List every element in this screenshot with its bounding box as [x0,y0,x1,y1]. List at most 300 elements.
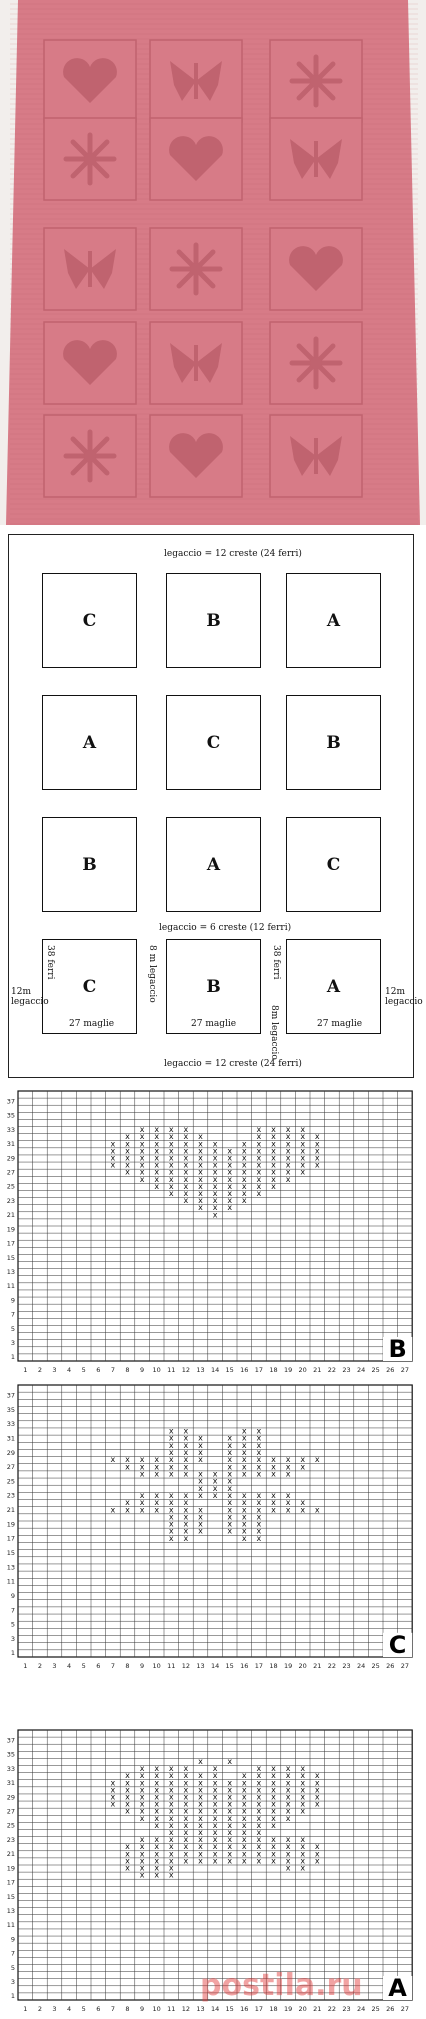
stitch-mark: x [212,1842,218,1852]
stitch-mark: x [212,1778,218,1788]
x-tick-label: 15 [225,1662,234,1670]
x-tick-label: 22 [327,1366,337,1374]
stitch-mark: x [139,1813,145,1823]
stitch-mark: x [168,1160,174,1170]
stitch-mark: x [285,1799,291,1809]
y-tick-label: 7 [10,1949,15,1958]
stitch-mark: x [198,1849,203,1859]
stitch-mark: x [256,1505,262,1515]
x-tick-label: 5 [81,1662,86,1670]
stitch-mark: x [241,1512,247,1522]
x-tick-label: 12 [181,2005,191,2013]
stitch-mark: x [168,1820,174,1830]
stitch-mark: x [271,1820,276,1830]
stitch-mark: x [183,1469,189,1479]
stitch-mark: x [198,1483,203,1493]
stitch-mark: x [154,1153,160,1163]
stitch-mark: x [271,1505,276,1515]
stitch-mark: x [125,1806,130,1816]
stitch-mark: x [300,1462,306,1472]
top-note: legaccio = 12 creste (24 ferri) [164,549,302,559]
stitch-mark: x [300,1856,306,1866]
y-tick-label: 23 [6,1491,15,1500]
stitch-mark: x [256,1160,262,1170]
x-tick-label: 23 [342,1366,351,1374]
x-tick-label: 26 [386,1662,395,1670]
stitch-mark: x [300,1125,306,1135]
butterfly-body [194,345,198,381]
stitch-mark: x [227,1203,233,1213]
y-tick-label: 35 [6,1111,15,1120]
stitch-mark: x [256,1771,262,1781]
x-tick-label: 19 [283,1662,293,1670]
stitch-mark: x [300,1160,306,1170]
square-r4c3: A [286,939,381,1034]
square-r2c1: A [42,695,137,790]
stitch-mark: x [256,1426,262,1436]
stitch-mark: x [227,1820,233,1830]
stitch-mark: x [241,1153,247,1163]
y-tick-label: 3 [10,1634,15,1643]
stitch-mark: x [198,1132,203,1142]
stitch-mark: x [227,1462,233,1472]
stitch-mark: x [227,1835,233,1845]
square-r4c2: B [166,939,261,1034]
stitch-mark: x [198,1842,203,1852]
left-note: 12m legaccio [11,987,49,1007]
stitch-mark: x [168,1189,174,1199]
stitch-mark: x [183,1498,189,1508]
stitch-mark: x [285,1835,291,1845]
stitch-mark: x [154,1771,160,1781]
x-tick-label: 10 [152,1366,161,1374]
stitch-mark: x [271,1153,276,1163]
stitch-mark: x [314,1153,320,1163]
stitch-mark: x [125,1498,130,1508]
x-tick-label: 22 [327,2005,337,2013]
stitch-mark: x [183,1533,189,1543]
stitch-mark: x [256,1806,262,1816]
stitch-mark: x [314,1842,320,1852]
x-tick-label: 22 [327,1662,337,1670]
x-tick-label: 11 [167,1366,176,1374]
stitch-mark: x [300,1778,306,1788]
stitch-mark: x [314,1856,320,1866]
stitch-mark: x [198,1526,203,1536]
stitch-mark: x [285,1462,291,1472]
y-tick-label: 23 [6,1835,15,1844]
stitch-mark: x [212,1174,218,1184]
x-tick-label: 26 [386,1366,395,1374]
y-tick-label: 35 [6,1405,15,1414]
stitch-mark: x [285,1125,291,1135]
stitch-mark: x [183,1440,189,1450]
stitch-mark: x [271,1469,276,1479]
stitch-mark: x [212,1189,218,1199]
stitch-mark: x [241,1462,247,1472]
stitch-mark: x [154,1505,160,1515]
stitch-mark: x [285,1764,291,1774]
stitch-mark: x [212,1764,218,1774]
stitch-mark: x [241,1828,247,1838]
stitch-mark: x [183,1792,189,1802]
stitch-mark: x [154,1870,160,1880]
stitch-mark: x [198,1139,203,1149]
stitch-mark: x [256,1764,262,1774]
stitch-mark: x [256,1462,262,1472]
stitch-mark: x [227,1476,233,1486]
stitch-mark: x [125,1462,130,1472]
stitch-mark: x [139,1792,145,1802]
stitch-mark: x [212,1820,218,1830]
x-tick-label: 19 [283,2005,293,2013]
stitch-mark: x [241,1167,247,1177]
stitch-mark: x [285,1856,291,1866]
x-tick-label: 6 [96,1366,101,1374]
snowflake-center [310,357,322,369]
stitch-mark: x [154,1842,160,1852]
stitch-mark: x [227,1828,233,1838]
stitch-mark: x [314,1778,320,1788]
stitch-mark: x [300,1146,306,1156]
stitch-mark: x [139,1856,145,1866]
stitch-mark: x [139,1842,145,1852]
stitch-mark: x [314,1455,320,1465]
stitch-mark: x [125,1863,130,1873]
watermark: postila.ru [200,1968,363,2003]
x-tick-label: 15 [225,1366,234,1374]
x-tick-label: 20 [298,1366,307,1374]
stitch-mark: x [125,1146,130,1156]
stitch-mark: x [183,1764,189,1774]
stitch-mark: x [198,1792,203,1802]
stitch-mark: x [183,1433,189,1443]
x-tick-label: 11 [167,2005,176,2013]
stitch-mark: x [168,1139,174,1149]
stitch-mark: x [110,1785,116,1795]
y-tick-label: 13 [6,1267,15,1276]
stitch-mark: x [300,1863,306,1873]
stitch-mark: x [227,1505,233,1515]
stitch-mark: x [241,1433,247,1443]
y-tick-label: 33 [6,1125,15,1134]
x-tick-label: 25 [371,2005,380,2013]
stitch-mark: x [285,1771,291,1781]
butterfly-body [314,438,318,474]
stitch-mark: x [183,1849,189,1859]
stitch-mark: x [271,1498,276,1508]
stitch-mark: x [212,1771,218,1781]
stitch-mark: x [139,1863,145,1873]
stitch-mark: x [198,1476,203,1486]
x-tick-label: 7 [110,2005,115,2013]
y-tick-label: 17 [6,1239,15,1248]
y-tick-label: 19 [6,1864,15,1873]
stitch-mark: x [300,1455,306,1465]
stitch-mark: x [125,1160,130,1170]
square-r2c3: B [286,695,381,790]
stitch-mark: x [256,1813,262,1823]
stitch-mark: x [168,1512,174,1522]
stitch-mark: x [168,1849,174,1859]
stitch-mark: x [154,1167,160,1177]
stitch-mark: x [154,1835,160,1845]
stitch-mark: x [212,1792,218,1802]
x-tick-label: 20 [298,1662,307,1670]
y-tick-label: 21 [6,1211,15,1220]
square-r2c2: C [166,695,261,790]
stitch-mark: x [168,1799,174,1809]
stitch-mark: x [139,1167,145,1177]
stitch-mark: x [227,1196,233,1206]
stitch-mark: x [154,1778,160,1788]
stitch-mark: x [183,1139,189,1149]
stitch-mark: x [183,1196,189,1206]
x-tick-label: 27 [400,1366,410,1374]
stitch-mark: x [183,1189,189,1199]
stitch-mark: x [227,1806,233,1816]
stitch-mark: x [110,1160,116,1170]
stitch-mark: x [110,1778,116,1788]
x-tick-label: 12 [181,1366,191,1374]
square-r1c1: C [42,573,137,668]
stitch-mark: x [227,1526,233,1536]
x-tick-label: 6 [96,1662,101,1670]
stitch-mark: x [241,1792,247,1802]
stitch-mark: x [212,1203,218,1213]
stitch-mark: x [154,1849,160,1859]
stitch-mark: x [198,1756,203,1766]
stitch-mark: x [241,1533,247,1543]
stitch-mark: x [198,1806,203,1816]
stitch-mark: x [241,1820,247,1830]
stitch-mark: x [227,1160,233,1170]
stitch-mark: x [241,1160,247,1170]
stitch-mark: x [168,1433,174,1443]
stitch-mark: x [154,1181,160,1191]
stitch-mark: x [183,1167,189,1177]
stitch-mark: x [139,1849,145,1859]
x-tick-label: 19 [283,1366,293,1374]
stitch-mark: x [183,1785,189,1795]
stitch-mark: x [256,1174,262,1184]
stitch-mark: x [241,1505,247,1515]
stitch-mark: x [256,1842,262,1852]
stitch-mark: x [212,1160,218,1170]
stitch-mark: x [241,1469,247,1479]
x-tick-label: 4 [67,1366,72,1374]
stitch-mark: x [241,1196,247,1206]
stitch-mark: x [183,1778,189,1788]
stitch-mark: x [314,1146,320,1156]
stitch-mark: x [110,1799,116,1809]
stitch-mark: x [271,1806,276,1816]
stitch-mark: x [241,1849,247,1859]
stitch-mark: x [168,1448,174,1458]
stitch-mark: x [168,1813,174,1823]
y-tick-label: 11 [6,1282,15,1291]
stitch-mark: x [154,1813,160,1823]
stitch-mark: x [241,1799,247,1809]
stitch-mark: x [168,1455,174,1465]
y-tick-label: 15 [6,1892,15,1901]
y-tick-label: 11 [6,1577,15,1586]
stitch-mark: x [314,1792,320,1802]
stitch-mark: x [285,1160,291,1170]
stitch-mark: x [183,1505,189,1515]
stitch-mark: x [256,1792,262,1802]
stitch-mark: x [168,1863,174,1873]
stitch-mark: x [168,1771,174,1781]
x-tick-label: 17 [254,1662,264,1670]
stitch-mark: x [300,1771,306,1781]
x-tick-label: 26 [386,2005,395,2013]
stitch-mark: x [212,1181,218,1191]
stitch-mark: x [154,1132,160,1142]
stitch-mark: x [271,1856,276,1866]
chart-c-grid [0,1381,426,1675]
x-tick-label: 13 [196,1366,205,1374]
stitch-mark: x [314,1132,320,1142]
stitch-mark: x [314,1160,320,1170]
stitch-mark: x [241,1835,247,1845]
stitch-mark: x [183,1125,189,1135]
stitch-mark: x [256,1181,262,1191]
stitch-mark: x [198,1440,203,1450]
stitch-mark: x [125,1785,130,1795]
stitch-mark: x [168,1519,174,1529]
stitch-mark: x [168,1806,174,1816]
stitch-mark: x [212,1139,218,1149]
stitch-mark: x [256,1533,262,1543]
x-tick-label: 3 [52,2005,57,2013]
stitch-mark: x [256,1828,262,1838]
stitch-mark: x [125,1167,130,1177]
stitch-mark: x [212,1483,218,1493]
stitch-mark: x [198,1167,203,1177]
stitch-mark: x [241,1785,247,1795]
stitch-mark: x [300,1132,306,1142]
stitch-mark: x [110,1139,116,1149]
x-tick-label: 9 [140,2005,145,2013]
stitch-mark: x [198,1505,203,1515]
stitch-mark: x [183,1146,189,1156]
stitch-mark: x [212,1849,218,1859]
x-tick-label: 10 [152,1662,161,1670]
stitch-mark: x [285,1139,291,1149]
chart-b [0,1087,426,1379]
layout-diagram [8,534,423,1078]
stitch-mark: x [212,1799,218,1809]
stitch-mark: x [285,1469,291,1479]
stitch-mark: x [125,1771,130,1781]
stitch-mark: x [256,1469,262,1479]
stitch-mark: x [110,1792,116,1802]
square-r1c2: B [166,573,261,668]
rows-note-2: 38 ferri [271,945,281,980]
x-tick-label: 24 [356,1662,366,1670]
stitch-mark: x [198,1778,203,1788]
stitch-mark: x [227,1519,233,1529]
stitch-mark: x [139,1174,145,1184]
stitch-mark: x [139,1469,145,1479]
stitch-mark: x [241,1813,247,1823]
stitch-mark: x [256,1139,262,1149]
stitch-mark: x [183,1842,189,1852]
y-tick-label: 5 [10,1963,15,1972]
y-tick-label: 33 [6,1420,15,1429]
y-tick-label: 37 [6,1097,15,1106]
y-tick-label: 37 [6,1736,15,1745]
x-tick-label: 5 [81,2005,86,2013]
stitch-mark: x [241,1856,247,1866]
stitch-mark: x [285,1146,291,1156]
stitch-mark: x [183,1160,189,1170]
stitch-mark: x [198,1835,203,1845]
stitch-mark: x [256,1835,262,1845]
stitch-mark: x [168,1167,174,1177]
x-tick-label: 14 [210,1662,220,1670]
width-note-2: 27 maglie [191,1019,237,1029]
y-tick-label: 9 [10,1296,15,1305]
x-tick-label: 7 [110,1366,115,1374]
stitch-mark: x [271,1455,276,1465]
stitch-mark: x [227,1440,233,1450]
stitch-mark: x [183,1462,189,1472]
stitch-mark: x [110,1505,116,1515]
stitch-mark: x [154,1462,160,1472]
stitch-mark: x [198,1455,203,1465]
stitch-mark: x [125,1856,130,1866]
stitch-mark: x [139,1764,145,1774]
stitch-mark: x [271,1174,276,1184]
stitch-mark: x [256,1849,262,1859]
stitch-mark: x [168,1490,174,1500]
stitch-mark: x [198,1146,203,1156]
stitch-mark: x [154,1785,160,1795]
y-tick-label: 9 [10,1591,15,1600]
square-r4c1: C [42,939,137,1034]
y-tick-label: 37 [6,1391,15,1400]
stitch-mark: x [271,1764,276,1774]
stitch-mark: x [125,1778,130,1788]
stitch-mark: x [154,1863,160,1873]
stitch-mark: x [227,1856,233,1866]
stitch-mark: x [125,1139,130,1149]
x-tick-label: 2 [37,1662,42,1670]
x-tick-label: 20 [298,2005,307,2013]
stitch-mark: x [168,1778,174,1788]
x-tick-label: 4 [67,1662,72,1670]
stitch-mark: x [285,1806,291,1816]
y-tick-label: 35 [6,1750,15,1759]
x-tick-label: 14 [210,2005,220,2013]
stitch-mark: x [212,1196,218,1206]
snowflake-center [190,263,202,275]
stitch-mark: x [168,1174,174,1184]
y-tick-label: 27 [6,1807,15,1816]
stitch-mark: x [168,1462,174,1472]
stitch-mark: x [198,1203,203,1213]
x-tick-label: 25 [371,1662,380,1670]
stitch-mark: x [168,1153,174,1163]
stitch-mark: x [183,1426,189,1436]
stitch-mark: x [154,1799,160,1809]
y-tick-label: 25 [6,1182,15,1191]
stitch-mark: x [212,1856,218,1866]
stitch-mark: x [256,1132,262,1142]
stitch-mark: x [256,1820,262,1830]
